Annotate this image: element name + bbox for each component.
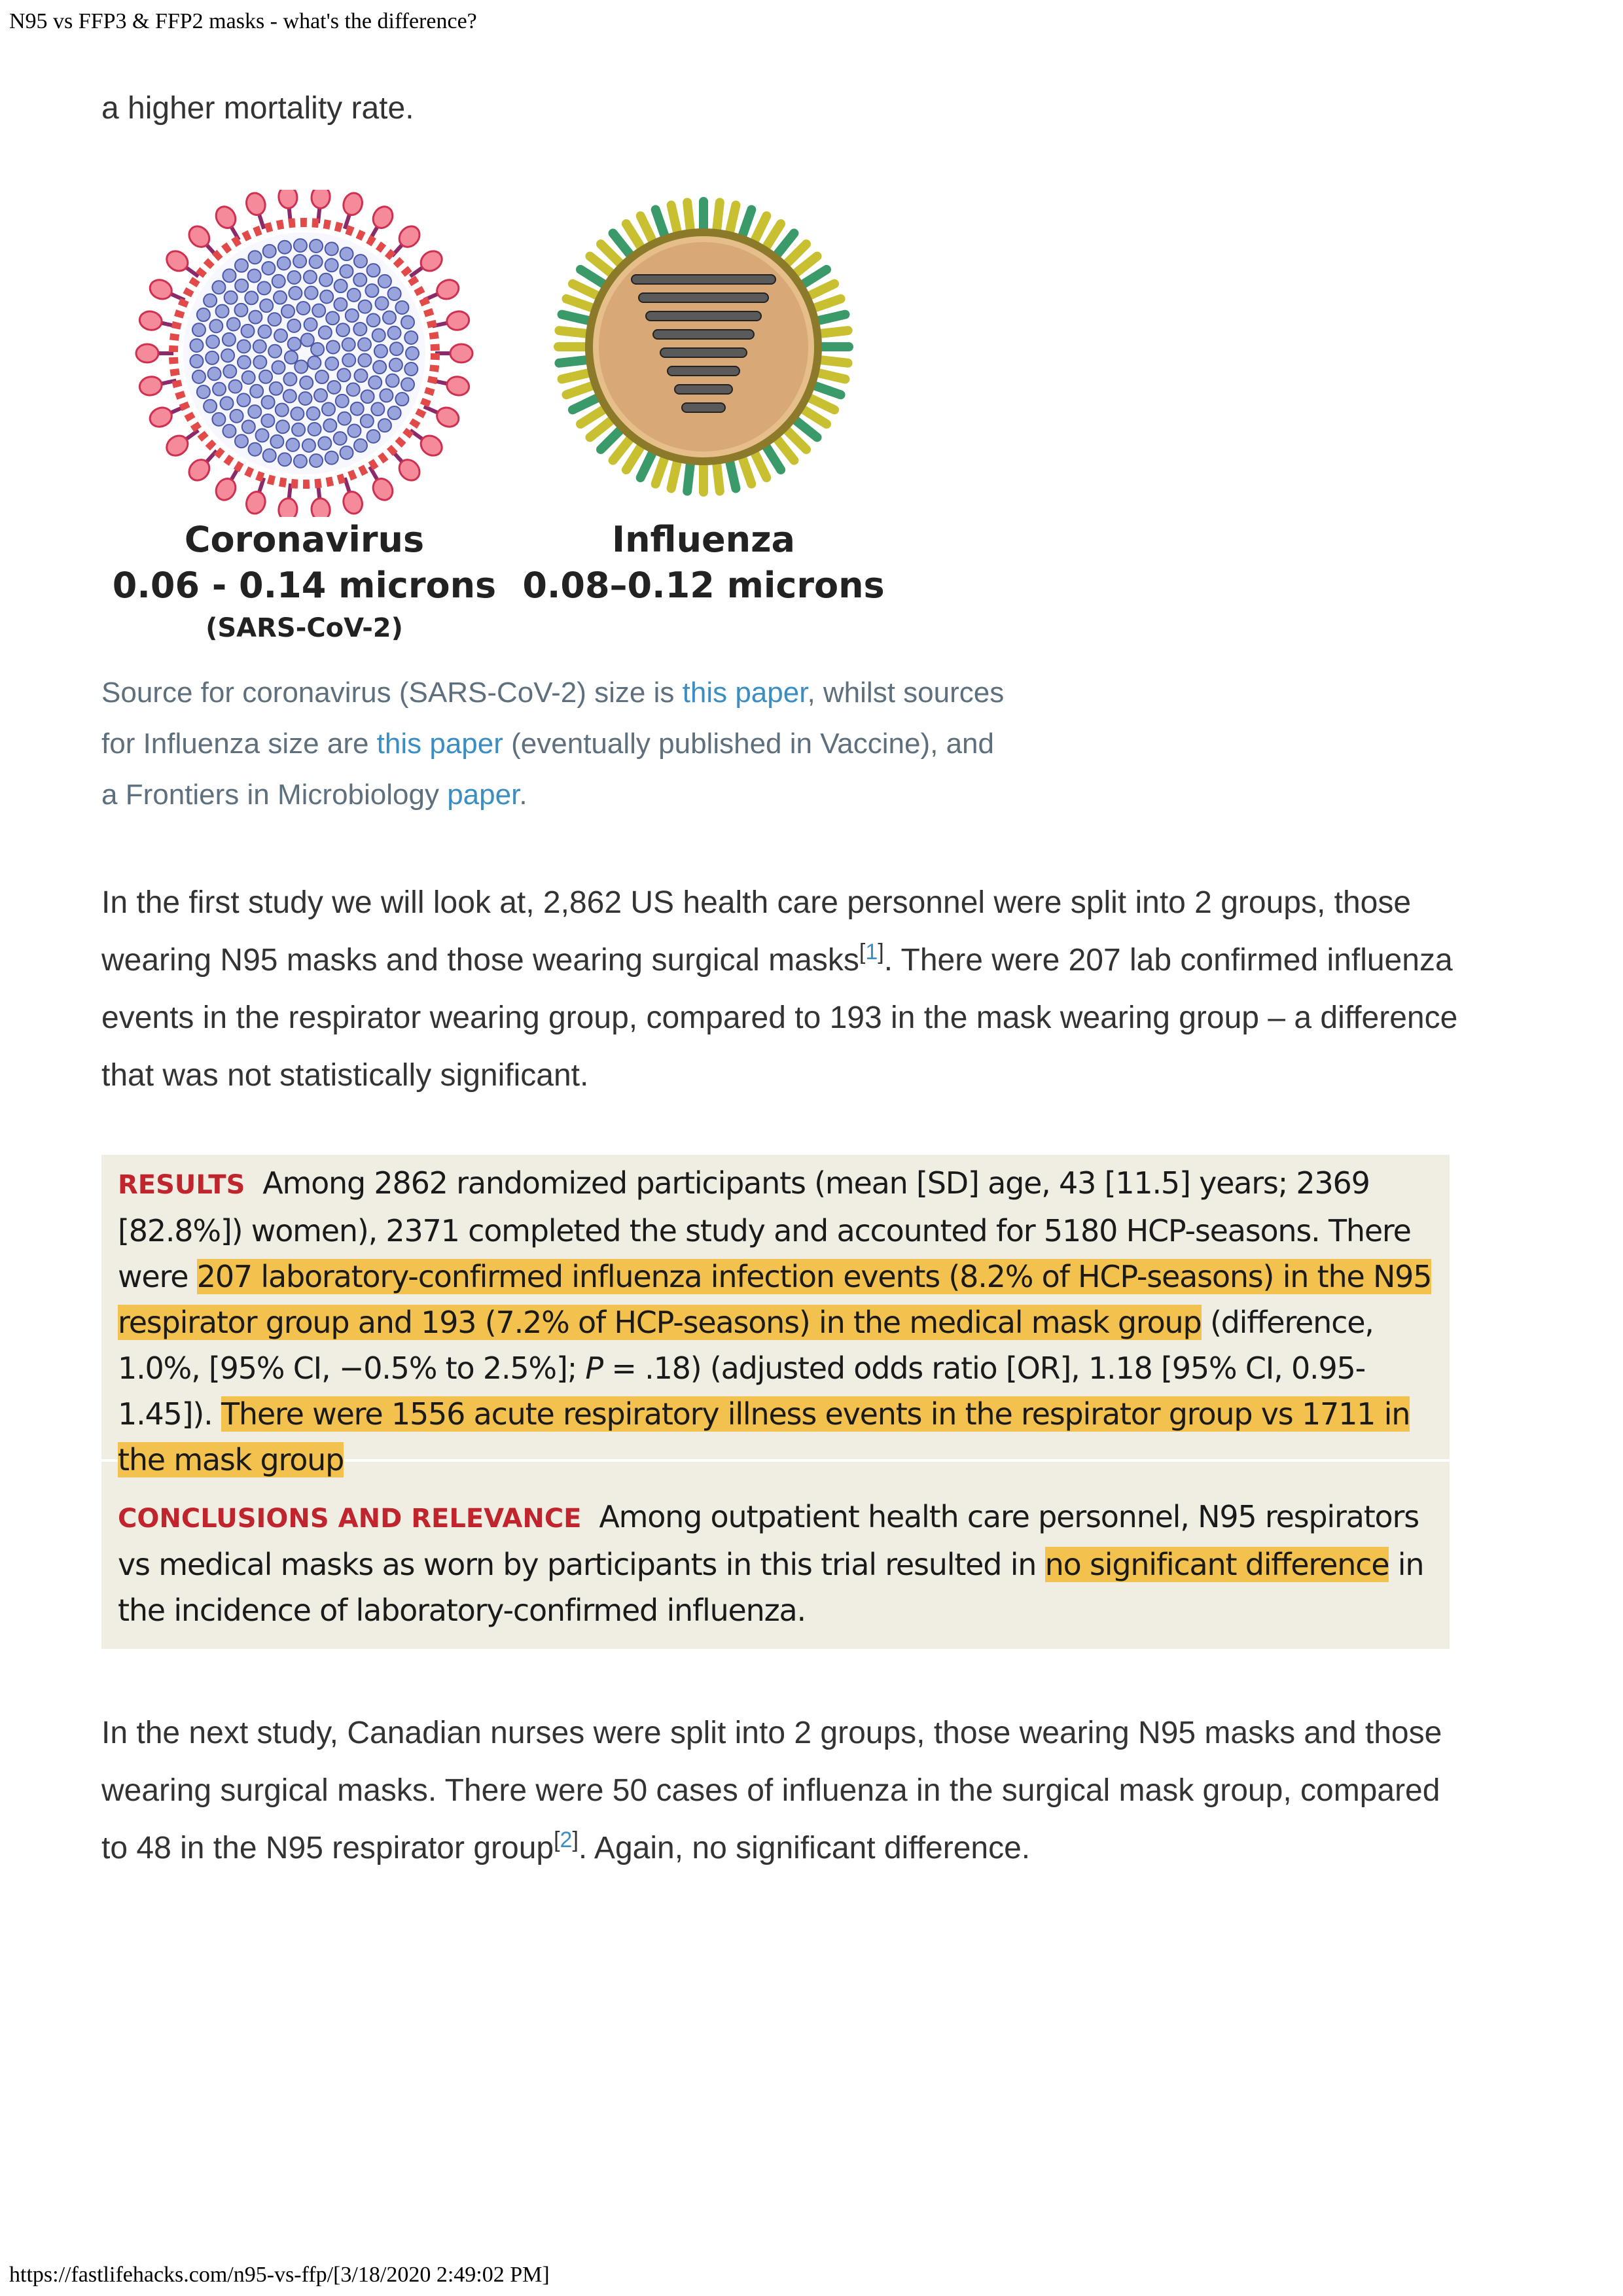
coronavirus-name: Coronavirus [184, 519, 425, 560]
results-text: = .18) (adjusted odds ratio [OR], 1.18 [95% CI, 0.95-1.45]). [118, 1351, 1365, 1432]
conclusions-text: in the incidence of laboratory-confirmed influenza. [118, 1547, 1424, 1628]
lead-text: a higher mortality rate. [101, 91, 414, 126]
paragraph-text: In the first study we will look at, 2,862 US health care personnel were split into 2 groups, those wearing N95 masks and those wearing surgical masks [101, 885, 1412, 978]
paragraph-text: In the next study, Canadian nurses were split into 2 groups, those wearing N95 masks and those wearing surgical masks. There were 50 cases of influenza in the surgical mask group, compared to 48 in the N95 respirator group [101, 1716, 1442, 1865]
coronavirus-note: (SARS-CoV-2) [205, 613, 403, 643]
influenza-label [507, 517, 900, 609]
caption-text: (eventually published in Vaccine), and a Frontiers in Microbiology [101, 728, 994, 811]
reference-link-1[interactable]: 1 [865, 940, 878, 964]
results-p-value: P [585, 1351, 603, 1386]
influenza-name: Influenza [612, 519, 795, 560]
influenza-illustration [520, 196, 887, 497]
caption-text: , whilst sources for Influenza size are [101, 677, 1005, 760]
caption-text: Source for coronavirus (SARS-CoV-2) size is [101, 677, 683, 709]
caption-text: . [519, 779, 527, 811]
reference-marker: [2] [554, 1828, 579, 1852]
study-two-paragraph [101, 1704, 1463, 1877]
results-text: Among 2862 randomized participants (mean [SD] age, 43 [11.5] years; 2369 [82.8%]) women), 2371 completed the study and accounted for 5180 HCP-seasons. There were [118, 1165, 1411, 1294]
paragraph-text: . Again, no significant difference. [578, 1831, 1031, 1865]
results-highlight-2: There were 1556 acute respiratory illness events in the respirator group vs 1711 in the mask group [118, 1396, 1410, 1477]
figure-caption [101, 667, 1018, 821]
abstract-conclusions [118, 1494, 1440, 1633]
abstract-results [118, 1160, 1440, 1483]
conclusions-heading: CONCLUSIONS AND RELEVANCE [118, 1504, 582, 1534]
reference-link-2[interactable]: 2 [560, 1828, 573, 1852]
results-heading: RESULTS [118, 1170, 245, 1200]
reference-marker: [1] [859, 940, 884, 964]
coronavirus-illustration [115, 190, 494, 517]
caption-link-3[interactable]: paper [447, 779, 520, 811]
conclusions-text: Among outpatient health care personnel, N95 respirators vs medical masks as worn by participants in this trial resulted in [118, 1499, 1419, 1582]
results-highlight-1: 207 laboratory-confirmed influenza infection events (8.2% of HCP-seasons) in the N95 respirator group and 193 (7.2% of HCP-seasons) in the medical mask group [118, 1259, 1432, 1340]
caption-link-1[interactable]: this paper [682, 677, 808, 709]
results-text: (difference, 1.0%, [95% CI, −0.5% to 2.5%]; [118, 1305, 1374, 1386]
caption-link-2[interactable]: this paper [376, 728, 503, 760]
coronavirus-label [101, 517, 507, 648]
conclusions-highlight: no significant difference [1044, 1547, 1389, 1582]
coronavirus-size: 0.06 - 0.14 microns [112, 565, 497, 606]
print-header: N95 vs FFP3 & FFP2 masks - what's the difference? [9, 9, 477, 33]
virus-size-figure [101, 190, 906, 661]
print-footer: https://fastlifehacks.com/n95-vs-ffp/[3/18/2020 2:49:02 PM] [9, 2263, 550, 2287]
influenza-size: 0.08–0.12 microns [522, 565, 885, 606]
study-one-paragraph [101, 874, 1463, 1104]
paragraph-text: . There were 207 lab confirmed influenza events in the respirator wearing group, compared to 193 in the mask wearing group – a difference that was not statistically significant. [101, 943, 1458, 1093]
